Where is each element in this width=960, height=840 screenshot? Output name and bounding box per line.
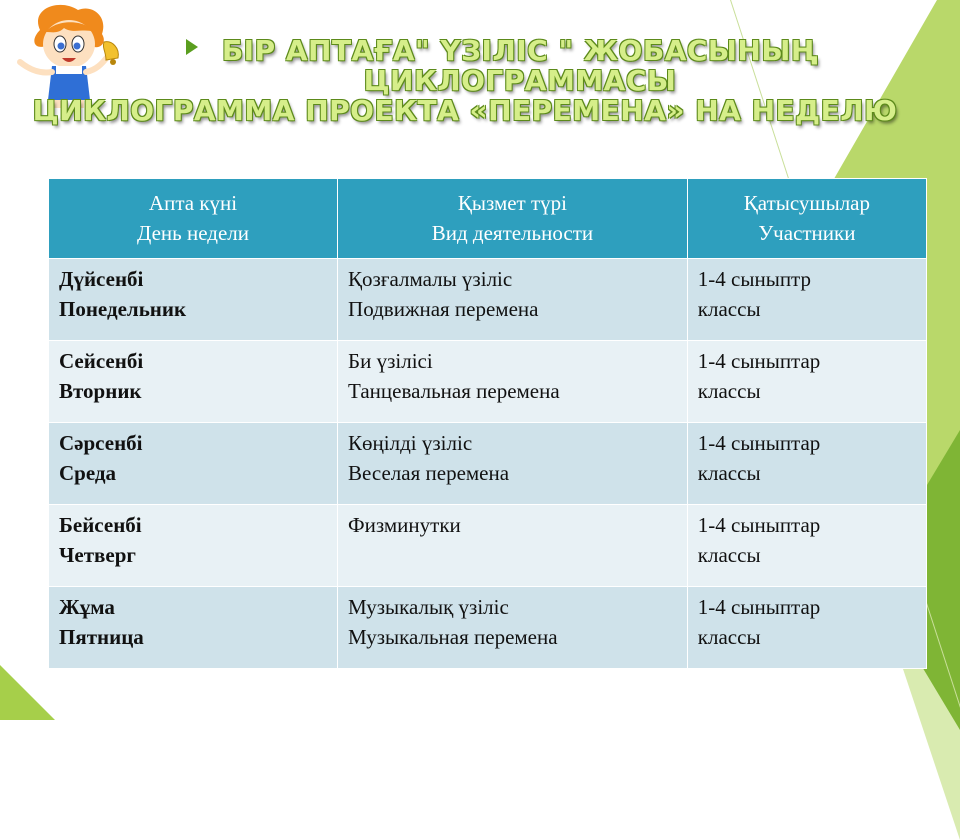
title-line-1: БІР АПТАҒА" ҮЗІЛІС " ЖОБАСЫНЫҢ bbox=[221, 34, 819, 67]
header-activity bbox=[338, 179, 688, 259]
weekday-kk: Бейсенбі bbox=[59, 513, 142, 537]
activity-kk: Қозғалмалы үзіліс bbox=[348, 267, 513, 291]
cell-activity bbox=[338, 423, 688, 505]
participants-ru: классы bbox=[697, 461, 761, 485]
header-participants bbox=[687, 179, 926, 259]
participants-kk: 1-4 сыныптар bbox=[697, 595, 821, 619]
weekday-ru: Среда bbox=[59, 461, 117, 485]
table-row bbox=[49, 341, 927, 423]
activity-ru: Танцевальная перемена bbox=[348, 379, 560, 403]
table-row bbox=[49, 259, 927, 341]
activity-kk: Көңілді үзіліс bbox=[348, 431, 473, 455]
header-weekday bbox=[49, 179, 338, 259]
table-row bbox=[49, 587, 927, 669]
cell-activity bbox=[338, 505, 688, 587]
weekday-ru: Четверг bbox=[59, 543, 136, 567]
weekday-kk: Жұма bbox=[59, 595, 115, 619]
header-participants-kk: Қатысушылар bbox=[743, 191, 870, 215]
activity-ru: Музыкальная перемена bbox=[348, 625, 558, 649]
cell-weekday bbox=[49, 587, 338, 669]
weekday-ru: Понедельник bbox=[59, 297, 187, 321]
participants-ru: классы bbox=[697, 543, 761, 567]
cell-weekday bbox=[49, 505, 338, 587]
header-weekday-kk: Апта күні bbox=[148, 191, 238, 215]
activity-kk: Физминутки bbox=[348, 513, 461, 537]
header-weekday-ru: День недели bbox=[137, 221, 250, 245]
cell-weekday bbox=[49, 259, 338, 341]
cell-participants bbox=[687, 505, 926, 587]
activity-ru: Подвижная перемена bbox=[348, 297, 539, 321]
table-row bbox=[49, 505, 927, 587]
cell-activity bbox=[338, 341, 688, 423]
weekday-kk: Сейсенбі bbox=[59, 349, 144, 373]
weekday-kk: Сәрсенбі bbox=[59, 431, 143, 455]
participants-ru: классы bbox=[697, 297, 761, 321]
title-line-3: ЦИКЛОГРАММА ПРОЕКТА «ПЕРЕМЕНА» НА НЕДЕЛЮ bbox=[32, 94, 898, 127]
cell-activity bbox=[338, 587, 688, 669]
cell-participants bbox=[687, 259, 926, 341]
activity-kk: Би үзілісі bbox=[348, 349, 433, 373]
weekday-kk: Дүйсенбі bbox=[59, 267, 144, 291]
cell-weekday bbox=[49, 341, 338, 423]
cell-weekday bbox=[49, 423, 338, 505]
participants-kk: 1-4 сыныптар bbox=[697, 431, 821, 455]
page-title bbox=[32, 34, 910, 127]
table-row bbox=[49, 423, 927, 505]
header-activity-kk: Қызмет түрі bbox=[457, 191, 567, 215]
title-line-2: ЦИКЛОГРАММАСЫ bbox=[363, 64, 677, 97]
activity-ru: Веселая перемена bbox=[348, 461, 510, 485]
cell-participants bbox=[687, 587, 926, 669]
schedule-table bbox=[48, 178, 927, 669]
activity-kk: Музыкалық үзіліс bbox=[348, 595, 509, 619]
header-activity-ru: Вид деятельности bbox=[431, 221, 594, 245]
participants-ru: классы bbox=[697, 379, 761, 403]
weekday-ru: Пятница bbox=[59, 625, 144, 649]
participants-kk: 1-4 сыныптр bbox=[697, 267, 811, 291]
weekday-ru: Вторник bbox=[59, 379, 142, 403]
cell-participants bbox=[687, 341, 926, 423]
table-header-row bbox=[49, 179, 927, 259]
participants-kk: 1-4 сыныптар bbox=[697, 513, 821, 537]
participants-kk: 1-4 сыныптар bbox=[697, 349, 821, 373]
header-participants-ru: Участники bbox=[758, 221, 856, 245]
decor-bottom-left-triangle bbox=[0, 665, 55, 720]
participants-ru: классы bbox=[697, 625, 761, 649]
cell-activity bbox=[338, 259, 688, 341]
cartoon-child-with-bell-icon bbox=[12, 0, 130, 108]
cell-participants bbox=[687, 423, 926, 505]
